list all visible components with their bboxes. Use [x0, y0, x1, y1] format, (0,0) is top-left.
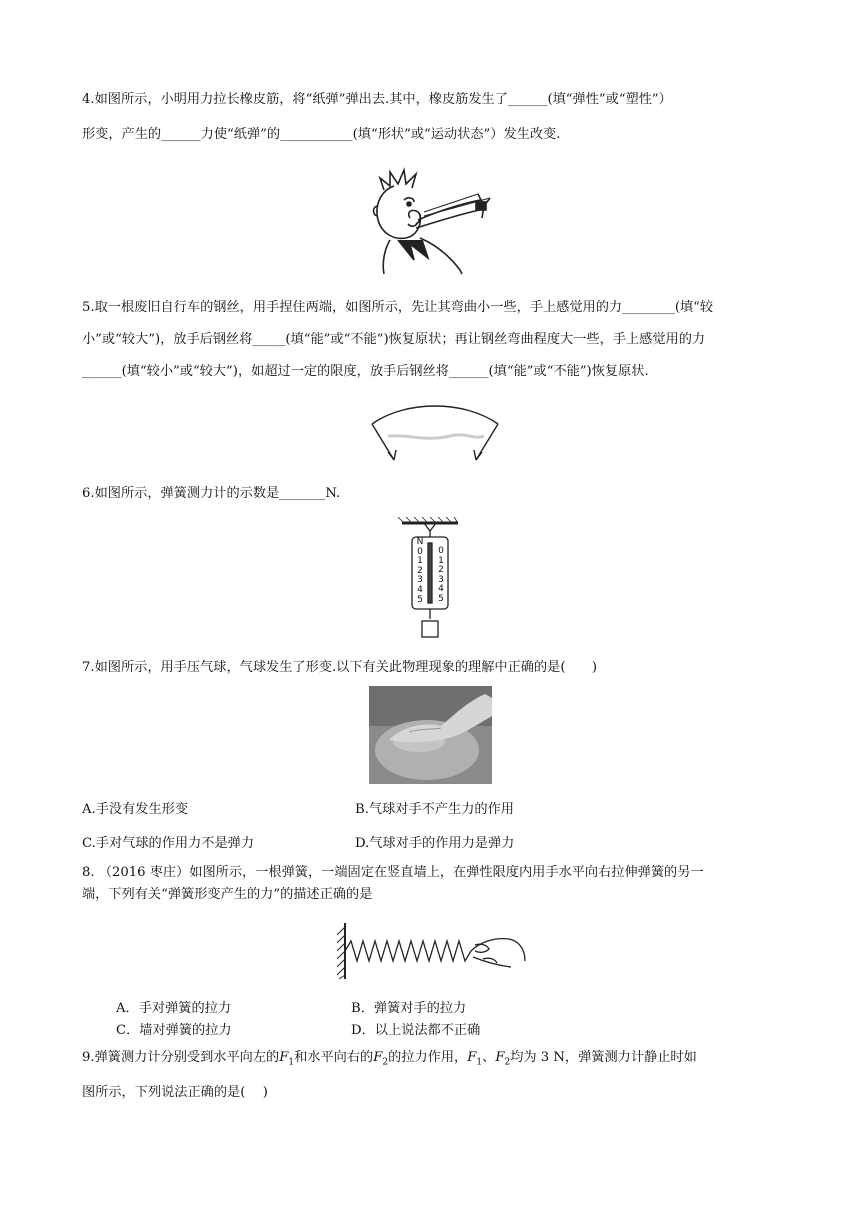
q8-option-a: A．手对弹簧的拉力: [116, 1001, 232, 1016]
q9-text: 和水平向右的: [294, 1050, 374, 1065]
q9-force-symbol: F: [495, 1050, 505, 1065]
q4-line-2: 形变，产生的______力使“纸弹”的___________(填“形状”或“运动状态”）发生改变.: [82, 127, 561, 142]
balloon-photo: [369, 686, 492, 784]
spring-scale-drawing: [396, 517, 466, 641]
q8-option-c: C．墙对弹簧的拉力: [116, 1023, 232, 1038]
q9-force-symbol: F: [467, 1050, 477, 1065]
scale-label: 5: [417, 594, 423, 605]
q7-option-b: B.气球对手不产生力的作用: [355, 802, 514, 817]
scale-label: N: [416, 537, 424, 547]
q8-line-2: 端，下列有关“弹簧形变产生的力”的描述正确的是: [82, 887, 373, 902]
scale-label: 4: [438, 584, 444, 595]
q7-option-d: D.气球对手的作用力是弹力: [355, 836, 515, 851]
slingshot-boy-figure: [364, 160, 496, 276]
q9-line-1: [82, 1048, 697, 1073]
scale-label: 0: [417, 546, 423, 557]
scale-left-labels: [415, 538, 425, 605]
q9-force-symbol: F: [373, 1050, 383, 1065]
scale-right-labels: [436, 547, 446, 605]
scale-label: 1: [417, 556, 423, 567]
q8-option-d: D．以上说法都不正确: [351, 1023, 481, 1038]
q7-line-1: 7.如图所示，用手压气球，气球发生了形变.以下有关此物理现象的理解中正确的是( ): [82, 660, 597, 675]
scale-label: 2: [417, 565, 423, 576]
scale-label: 5: [438, 593, 444, 604]
q9-text: 9.弹簧测力计分别受到水平向左的: [82, 1050, 280, 1065]
bent-steel-wire-figure: [366, 396, 504, 468]
q5-line-3: ______(填“较小”或“较大”)，如超过一定的限度，放手后钢丝将______(填“能”或“不能”)恢复原状.: [82, 364, 649, 379]
q9-text: 、: [482, 1050, 496, 1065]
q9-subscript: 2: [382, 1057, 389, 1068]
q9-subscript: 1: [476, 1057, 483, 1068]
q5-line-1: 5.取一根废旧自行车的钢丝，用手捏住两端，如图所示，先让其弯曲小一些，手上感觉用的力________(填“较: [82, 300, 714, 315]
q4-line-1: 4.如图所示，小明用力拉长橡皮筋，将“纸弹”弹出去.其中，橡皮筋发生了______(填“弹性”或“塑性”）: [82, 92, 672, 107]
q9-force-symbol: F: [279, 1050, 289, 1065]
q8-line-1: 8. （2016 枣庄）如图所示，一根弹簧，一端固定在竖直墙上，在弹性限度内用手水平向右拉伸弹簧的另一: [82, 865, 704, 880]
scale-label: 4: [417, 584, 423, 595]
q6-line-1: 6.如图所示，弹簧测力计的示数是_______N.: [82, 486, 341, 501]
q7-option-c: C.手对气球的作用力不是弹力: [82, 836, 255, 851]
balloon-photo-drawing: [369, 686, 492, 784]
q9-line-2: 图所示，下列说法正确的是( ): [82, 1085, 268, 1100]
scale-label: 3: [438, 574, 444, 585]
q9-subscript: 2: [504, 1057, 511, 1068]
q9-subscript: 1: [288, 1057, 295, 1068]
spring-wall-hand-figure: [333, 921, 529, 981]
scale-label: 1: [438, 555, 444, 566]
scale-label: 3: [417, 575, 423, 586]
scale-label: 2: [438, 565, 444, 576]
q8-option-b: B．弹簧对手的拉力: [351, 1001, 467, 1016]
q5-line-2: 小”或“较大”)，放手后钢丝将_____(填“能”或“不能”)恢复原状；再让钢丝弯曲程度大一些，手上感觉用的力: [82, 332, 706, 347]
spring-scale-figure: [396, 517, 466, 641]
q9-text: 均为 3 N，弹簧测力计静止时如: [510, 1050, 697, 1065]
q7-option-a: A.手没有发生形变: [82, 802, 189, 817]
scale-label: 0: [438, 546, 444, 556]
q9-text: 的拉力作用，: [388, 1050, 468, 1065]
